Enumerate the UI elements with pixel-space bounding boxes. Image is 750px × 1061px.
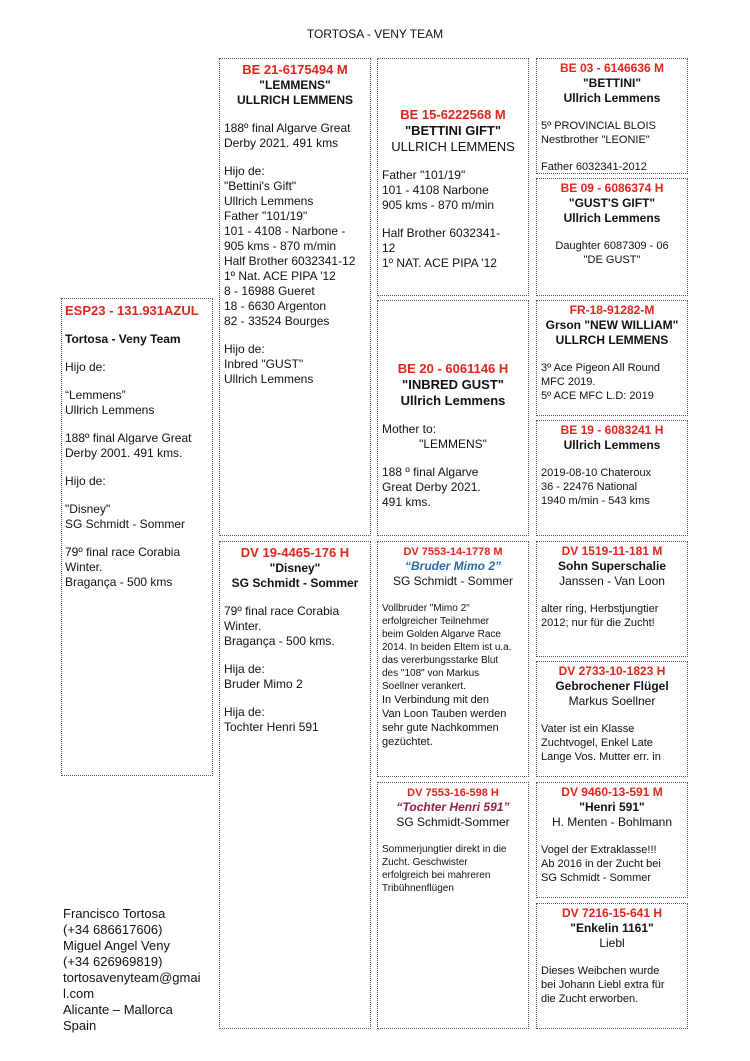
g5-details: alter ring, Herbstjungtier 2012; nur für die Zucht!	[541, 603, 659, 629]
sire-details: Hijo de: "Bettini's Gift" Ullrich Lemmens Father "101/19" 101 - 4108 - Narbone - 905 kms - 870 m/min Half Brother 6032341-12 1º Nat. ACE PIPA '12 8 - 16988 Gueret 18 - 6630 Argenton 82 - 33524 Bourges	[224, 164, 356, 328]
dd-name: “Tochter Henri 591”	[396, 800, 510, 814]
g6-name: Gebrochener Flügel	[555, 679, 669, 693]
gg-box-1	[536, 58, 688, 174]
g3-details: 3º Ace Pigeon All Round MFC 2019. 5º ACE MFC L.D: 2019	[541, 362, 660, 402]
ds-name: “Bruder Mimo 2”	[404, 559, 501, 573]
g8-name: "Enkelin 1161"	[570, 921, 654, 935]
page-title: TORTOSA - VENY TEAM	[306, 27, 444, 41]
g7-name: "Henri 591"	[579, 800, 645, 814]
sire-breeder: ULLRICH LEMMENS	[237, 93, 353, 107]
g5-name: Sohn Superschalie	[557, 559, 667, 573]
g8-breeder: Liebl	[599, 936, 625, 950]
sire-ring: BE 21-6175494 M	[242, 62, 348, 77]
ds-ring: DV 7553-14-1778 M	[403, 546, 503, 558]
gg-box-2	[536, 178, 688, 296]
subject-sire-result: 188º final Algarve Great Derby 2001. 491 kms.	[65, 431, 192, 460]
g7-breeder: H. Menten - Bohlmann	[551, 815, 673, 829]
sire-details-2: Hijo de: Inbred "GUST" Ullrich Lemmens	[224, 342, 314, 386]
subject-owner: Tortosa - Veny Team	[65, 332, 181, 346]
sd-details: Mother to:	[382, 422, 437, 436]
g6-details: Vater ist ein Klasse Zuchtvogel, Enkel Late Lange Vos. Mutter err. in	[541, 723, 661, 763]
sire-dam-box	[377, 300, 529, 536]
dam-result: 79º final race Corabia Winter. Bragança - 500 kms.	[224, 604, 340, 648]
g1-details-2: Father 6032341-2012	[541, 161, 647, 173]
subject-dam-breeder: SG Schmidt - Sommer	[65, 517, 186, 531]
g1-breeder: Ullrich Lemmens	[563, 91, 661, 105]
g2-details: Daughter 6087309 - 06 "DE GUST"	[555, 240, 669, 266]
g1-name: "BETTINI"	[582, 76, 642, 90]
sire-name: "LEMMENS"	[259, 78, 331, 92]
ss-details: Father "101/19" 101 - 4108 Narbone 905 kms - 870 m/min	[382, 168, 495, 212]
sd-breeder: Ullrich Lemmens	[400, 393, 506, 408]
g6-ring: DV 2733-10-1823 H	[558, 664, 666, 678]
dam-box	[219, 541, 371, 1029]
ss-ring: BE 15-6222568 M	[400, 107, 506, 122]
subject-sire-name: “Lemmens”	[65, 388, 126, 402]
subject-sire-breeder: Ullrich Lemmens	[65, 403, 155, 417]
ds-details-2: In Verbindung mit den Van Loon Tauben werden sehr gute Nachkommen gezüchtet.	[382, 694, 507, 748]
subject-dam-name: "Disney"	[65, 502, 111, 516]
sd-name: "INBRED GUST"	[402, 377, 504, 392]
dam-name: "Disney"	[269, 561, 321, 575]
ds-breeder: SG Schmidt - Sommer	[392, 574, 514, 588]
gg-box-3	[536, 300, 688, 416]
ss-breeder: ULLRICH LEMMENS	[391, 139, 515, 154]
g5-breeder: Janssen - Van Loon	[559, 574, 665, 588]
g2-breeder: Ullrich Lemmens	[563, 211, 661, 225]
dd-details: Sommerjungtier direkt in die Zucht. Geschwister erfolgreich bei mahreren Tribühnenflügen	[382, 844, 507, 894]
g7-ring: DV 9460-13-591 M	[561, 785, 663, 799]
g6-breeder: Markus Soellner	[568, 694, 656, 708]
contact-info: Francisco Tortosa (+34 686617606) Miguel Angel Veny (+34 626969819) tortosavenyteam@gmai l.com Alicante – Mallorca Spain	[63, 906, 201, 1033]
subject-hijo-label: Hijo de:	[65, 360, 106, 374]
g8-ring: DV 7216-15-641 H	[561, 906, 663, 920]
ss-name: "BETTINI GIFT"	[404, 123, 502, 138]
subject-hijo-label-2: Hijo de:	[65, 474, 106, 488]
gg-box-6	[536, 661, 688, 777]
dam-ring: DV 19-4465-176 H	[240, 545, 350, 560]
sire-box	[219, 58, 371, 536]
dam-sire-box	[377, 541, 529, 777]
sd-details-b: "LEMMENS"	[419, 437, 487, 451]
g3-name: Grson "NEW WILLIAM"	[545, 318, 679, 332]
sd-details-2: 188 º final Algarve Great Derby 2021. 491 kms.	[382, 465, 481, 509]
subject-ring: ESP23 - 131.931AZUL	[65, 303, 199, 318]
ss-details-2: Half Brother 6032341- 12 1º NAT. ACE PIPA '12	[382, 226, 501, 270]
sire-sire-box	[377, 58, 529, 296]
g2-ring: BE 09 - 6086374 H	[560, 181, 664, 195]
g4-details: 2019-08-10 Chateroux 36 - 22476 National 1940 m/min - 543 kms	[541, 467, 652, 507]
g7-details: Vogel der Extraklasse!!! Ab 2016 in der Zucht bei SG Schmidt - Sommer	[541, 844, 661, 884]
dam-details: Hija de: Bruder Mimo 2	[224, 662, 303, 691]
ds-details: Vollbruder "Mimo 2" erfolgreicher Teilnehmer beim Golden Algarve Race 2014. In beiden Eltem ist u.a. das vererbungsstarke Blut des "108" von Markus Soellner verankert.	[382, 603, 512, 692]
dd-ring: DV 7553-16-598 H	[407, 787, 499, 799]
dam-breeder: SG Schmidt - Sommer	[231, 576, 359, 590]
g2-name: "GUST'S GIFT"	[568, 196, 656, 210]
subject-dam-result: 79º final race Corabia Winter. Bragança - 500 kms	[65, 545, 181, 589]
g1-ring: BE 03 - 6146636 M	[559, 61, 665, 75]
gg-box-4	[536, 420, 688, 536]
dam-details-2: Hija de: Tochter Henri 591	[224, 705, 319, 734]
gg-box-8	[536, 903, 688, 1029]
sd-ring: BE 20 - 6061146 H	[397, 361, 509, 376]
g3-breeder: ULLRCH LEMMENS	[555, 333, 669, 347]
g1-details: 5º PROVINCIAL BLOIS Nestbrother "LEONIE"	[541, 120, 656, 146]
g4-breeder: Ullrich Lemmens	[563, 438, 661, 452]
dam-dam-box	[377, 782, 529, 1029]
g5-ring: DV 1519-11-181 M	[561, 544, 663, 558]
g8-details: Dieses Weibchen wurde bei Johann Liebl extra für die Zucht erworben.	[541, 965, 665, 1005]
sire-result: 188º final Algarve Great Derby 2021. 491 kms	[224, 121, 351, 150]
g3-ring: FR-18-91282-M	[569, 303, 655, 317]
gg-box-5	[536, 541, 688, 657]
subject-box	[61, 298, 213, 776]
gg-box-7	[536, 782, 688, 898]
g4-ring: BE 19 - 6083241 H	[560, 423, 664, 437]
dd-breeder: SG Schmidt-Sommer	[396, 815, 510, 829]
